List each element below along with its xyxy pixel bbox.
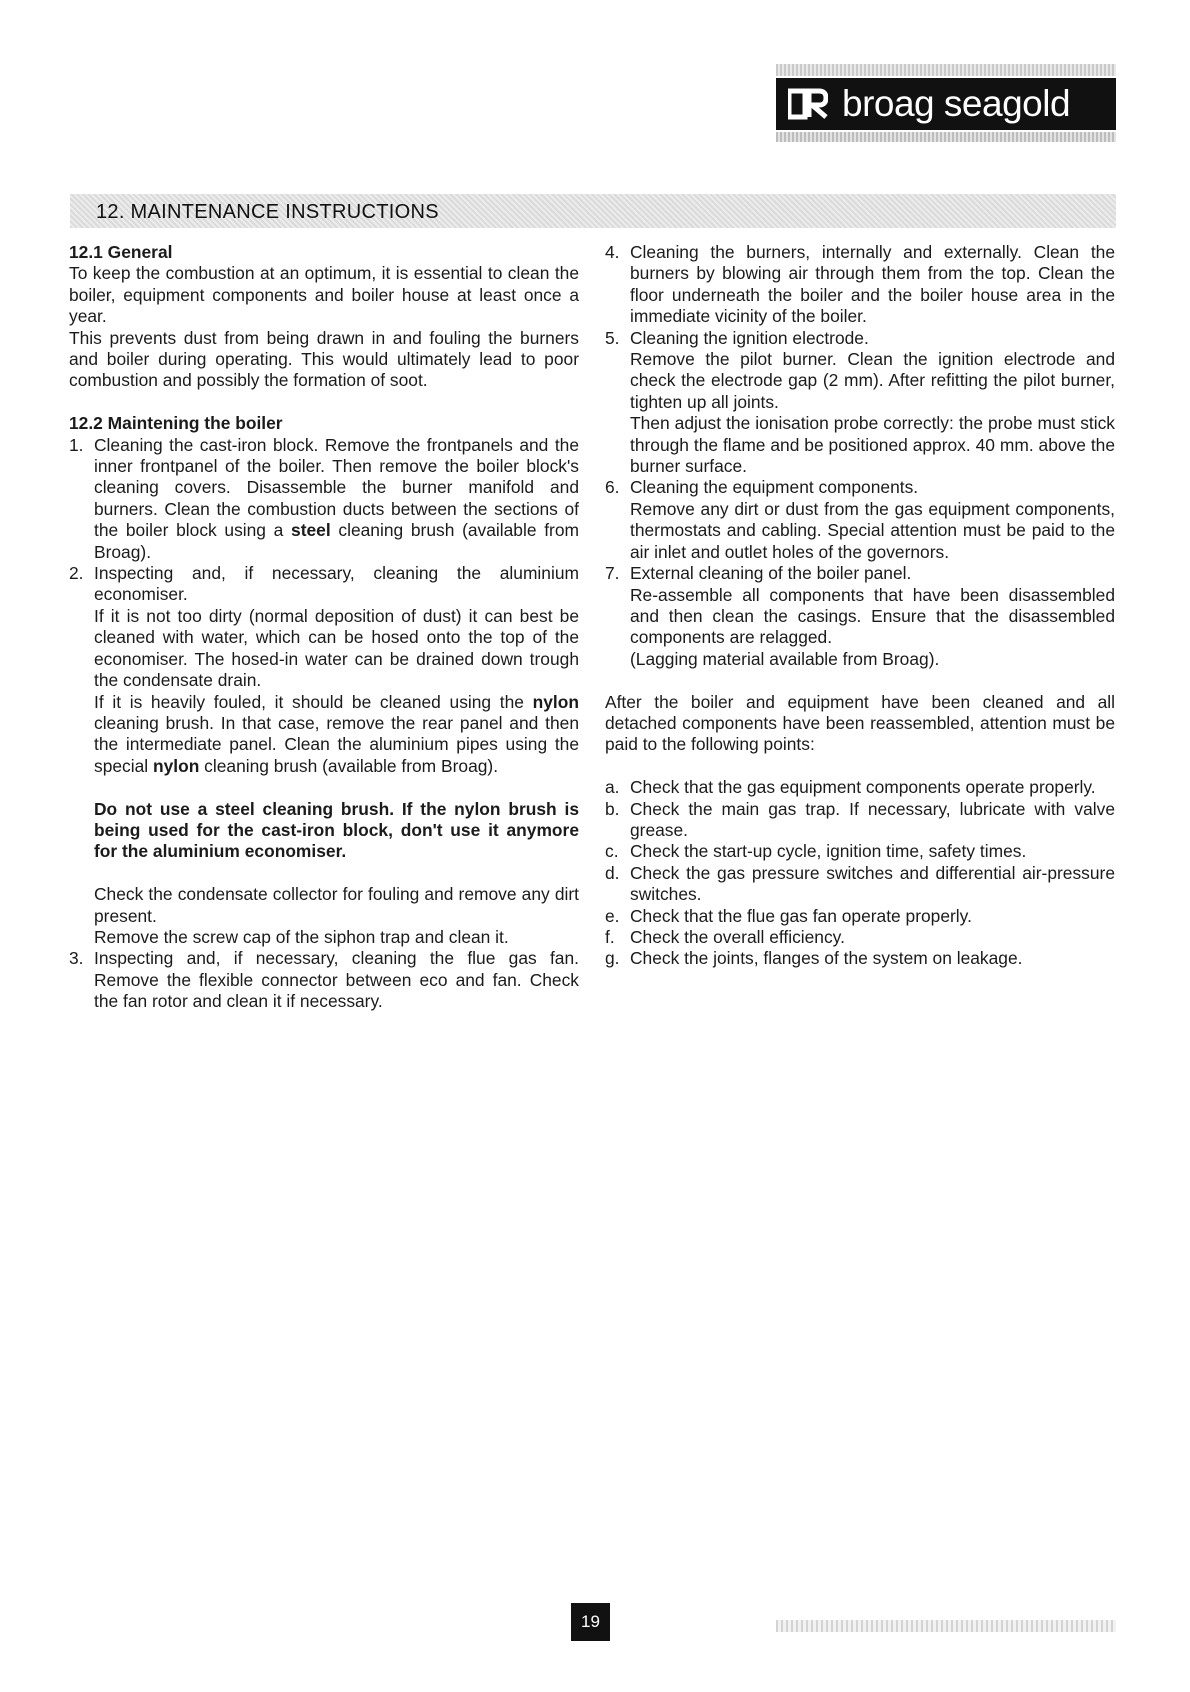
check-letter: c. — [605, 841, 619, 862]
item-6-title: Cleaning the equipment components. — [630, 477, 919, 498]
item-5-paragraph: Then adjust the ionisation probe correctly: the probe must stick through the flame and be positioned approx. 40 mm. above the burner surface. — [630, 413, 1115, 477]
check-letter: g. — [605, 948, 620, 969]
logo-dot-strip-top — [776, 64, 1116, 76]
list-item-6 — [605, 477, 1115, 563]
general-paragraph-1: To keep the combustion at an optimum, it is essential to clean the boiler, equipment components and boiler house at least once a year. — [69, 263, 579, 327]
item-2-paragraph: If it is heavily fouled, it should be cleaned using the nylon cleaning brush. In that case, remove the rear panel and then the intermediate panel. Clean the aluminium pipes using the special nylon cleaning brush (available from Broag). — [94, 691, 579, 776]
list-item-7 — [605, 563, 1115, 670]
check-letter: f. — [605, 926, 615, 947]
logo-text: broag seagold — [842, 83, 1071, 124]
check-item — [605, 927, 1115, 948]
item-2-title: Inspecting and, if necessary, cleaning the aluminium economiser. — [94, 563, 579, 605]
right-column — [605, 242, 1115, 970]
item-4-text: Cleaning the burners, internally and externally. Clean the burners by blowing air through them from the top. Clean the floor underneath the boiler and the boiler house area in the immediate vicinity of the boiler. — [630, 242, 1115, 327]
bold-nylon: nylon — [152, 755, 200, 776]
item-5-paragraph: Remove the pilot burner. Clean the ignition electrode and check the electrode gap (2 mm). After refitting the pilot burner, tighten up all joints. — [630, 349, 1115, 412]
general-paragraph-2: This prevents dust from being drawn in and fouling the burners and boiler during operating. This would ultimately lead to poor combustion and possibly the formation of soot. — [69, 327, 579, 391]
item-1-text: Cleaning the cast-iron block. Remove the frontpanels and the inner frontpanel of the boiler. Then remove the boiler block's cleaning covers. Disassemble the burner manifold and burners. Clean the combustion ducts between the sections of the boiler block using a steel cleaning brush (available from Broag). — [94, 434, 579, 562]
bold-steel: steel — [291, 520, 331, 541]
list-item-1 — [69, 435, 579, 563]
item-7-title: External cleaning of the boiler panel. — [630, 563, 912, 584]
check-item — [605, 799, 1115, 842]
check-text: Check the joints, flanges of the system on leakage. — [630, 948, 1023, 969]
check-letter: b. — [605, 798, 620, 819]
section-title: 12. MAINTENANCE INSTRUCTIONS — [96, 201, 439, 223]
check-item — [605, 841, 1115, 862]
item-7-paragraph: (Lagging material available from Broag). — [630, 648, 940, 669]
cr-logo-icon — [788, 88, 828, 120]
check-letter: e. — [605, 905, 620, 926]
item-2-paragraph: Remove the screw cap of the siphon trap and clean it. — [94, 926, 509, 947]
list-number: 1. — [69, 434, 84, 455]
check-text: Check the start-up cycle, ignition time, safety times. — [630, 841, 1027, 862]
check-item — [605, 906, 1115, 927]
check-text: Check the main gas trap. If necessary, lubricate with valve grease. — [630, 798, 1115, 840]
check-item — [605, 863, 1115, 906]
list-number: 6. — [605, 477, 620, 498]
general-heading: 12.1 General — [69, 242, 173, 262]
footer-dot-strip — [776, 1620, 1116, 1632]
list-number: 5. — [605, 327, 620, 348]
list-number: 3. — [69, 948, 84, 969]
logo-badge — [776, 78, 1116, 130]
item-7-paragraph: Re-assemble all components that have been disassembled and then clean the casings. Ensure that the disassembled components are relagged. — [630, 584, 1115, 648]
item-3-text: Inspecting and, if necessary, cleaning the flue gas fan. Remove the flexible connector between eco and fan. Check the fan rotor and clean it if necessary. — [94, 948, 579, 1012]
check-text: Check the gas pressure switches and differential air-pressure switches. — [630, 862, 1115, 905]
left-column — [69, 242, 579, 1013]
list-number: 4. — [605, 242, 620, 262]
item-2-paragraph: Check the condensate collector for fouling and remove any dirt present. — [94, 884, 579, 926]
list-item-3 — [69, 948, 579, 1012]
item-2-paragraph: If it is not too dirty (normal deposition of dust) it can best be cleaned with water, which can be hosed onto the top of the economiser. The hosed-in water can be drained down trough the condensate drain. — [94, 605, 579, 691]
list-item-5 — [605, 328, 1115, 478]
check-item — [605, 948, 1115, 969]
brand-logo — [776, 64, 1116, 144]
item-6-paragraph: Remove any dirt or dust from the gas equipment components, thermostats and cabling. Special attention must be paid to the air inlet and outlet holes of the governors. — [630, 498, 1115, 562]
bold-nylon: nylon — [532, 691, 579, 712]
check-text: Check the overall efficiency. — [630, 926, 845, 947]
list-number: 7. — [605, 563, 620, 584]
list-item-4 — [605, 242, 1115, 328]
logo-dot-strip-bottom — [776, 132, 1116, 142]
after-cleaning-text: After the boiler and equipment have been cleaned and all detached components have been reassembled, attention must be paid to the following points: — [605, 691, 1115, 755]
check-item — [605, 777, 1115, 798]
check-text: Check that the flue gas fan operate properly. — [630, 905, 972, 926]
list-number: 2. — [69, 563, 84, 584]
check-letter: a. — [605, 777, 620, 798]
list-item-2 — [69, 563, 579, 948]
page-number: 19 — [571, 1603, 610, 1641]
check-text: Check that the gas equipment components operate properly. — [630, 777, 1096, 798]
check-letter: d. — [605, 862, 620, 883]
warning-text: Do not use a steel cleaning brush. If the nylon brush is being used for the cast-iron block, don't use it anymore for the aluminium economiser. — [94, 798, 579, 862]
section-header-bar — [70, 194, 1116, 228]
maintenance-heading: 12.2 Maintening the boiler — [69, 413, 283, 434]
item-5-title: Cleaning the ignition electrode. — [630, 327, 869, 348]
